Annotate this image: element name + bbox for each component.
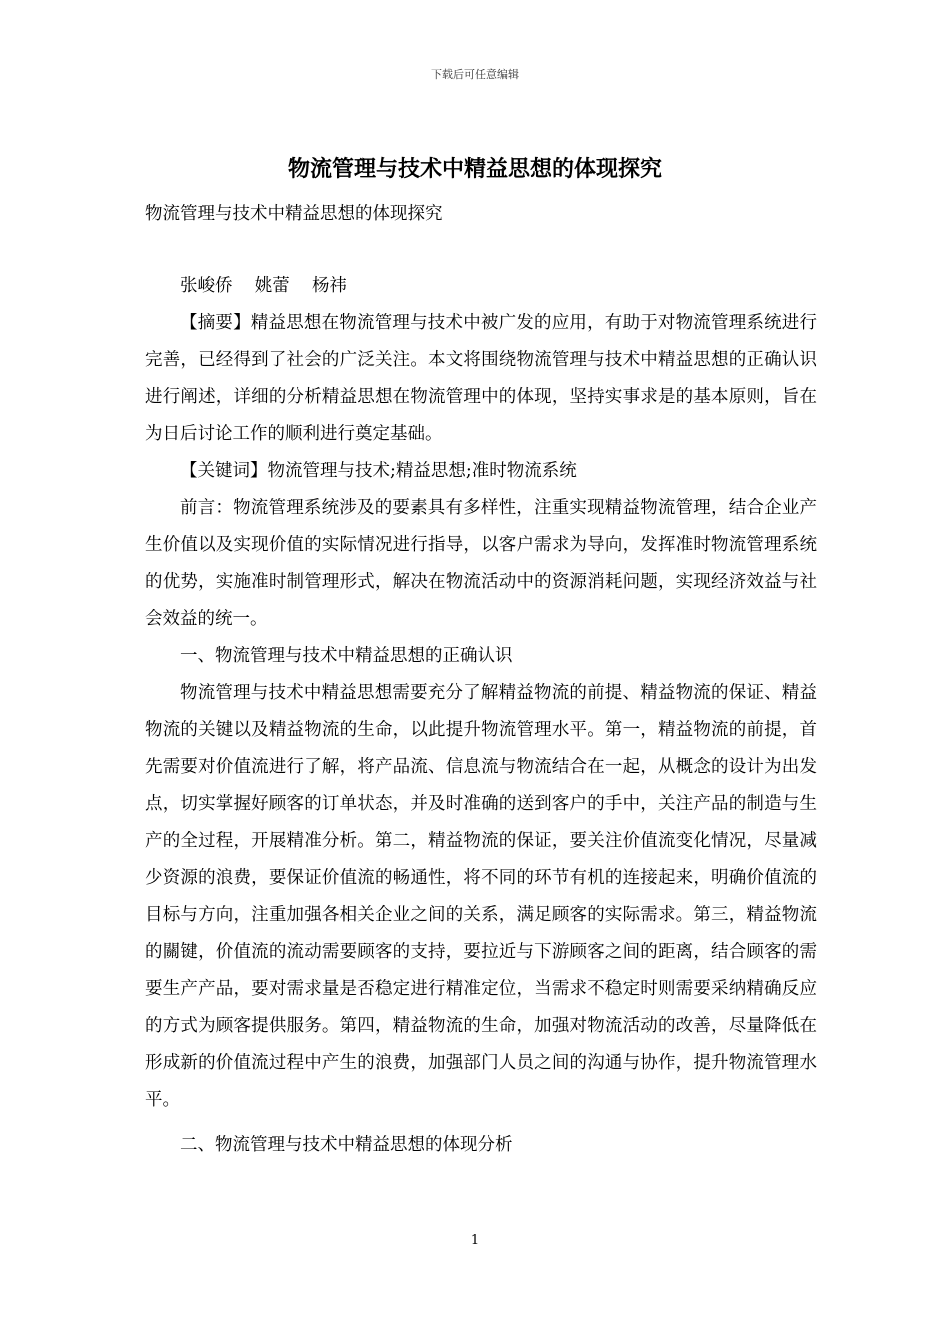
page-number: 1 xyxy=(470,1233,480,1248)
section-1-paragraph: 物流管理与技术中精益思想需要充分了解精益物流的前提、精益物流的保证、精益物流的关键以及精益物流的生命，以此提升物流管理水平。第一，精益物流的前提，首先需要对价值流进行了解，将产品流、信息流与物流结合在一起，从概念的设计为出发点，切实掌握好顾客的订单状态，并及时准确的送到客户的手中，关注产品的制造与生产的全过程，开展精准分析。第二，精益物流的保证，要关注价值流变化情况，尽量减少资源的浪费，要保证价值流的畅通性，将不同的环节有机的连接起来，明确价值流的目标与方向，注重加强各相关企业之间的关系，满足顾客的实际需求。第三，精益物流的關键，价值流的流动需要顾客的支持，要拉近与下游顾客之间的距离，结合顾客的需要生产产品，要对需求量是否稳定进行精准定位，当需求不稳定时则需要采纳精确反应的方式为顾客提供服务。第四，精益物流的生命，加强对物流活动的改善，尽量降低在形成新的价值流过程中产生的浪费，加强部门人员之间的沟通与协作，提升物流管理水平。 xyxy=(145,683,817,1110)
section-heading-1: 一、物流管理与技术中精益思想的正确认识 xyxy=(180,646,513,666)
section-heading-2: 二、物流管理与技术中精益思想的体现分析 xyxy=(180,1135,513,1155)
header-note: 下载后可任意编辑 xyxy=(431,68,519,81)
document-body xyxy=(145,305,817,1164)
authors-text: 张峻侨 姚蕾 杨祎 xyxy=(180,276,348,296)
keywords-paragraph: 【关键词】物流管理与技术;精益思想;准时物流系统 xyxy=(180,461,577,481)
author-list xyxy=(145,268,817,305)
document-subtitle: 物流管理与技术中精益思想的体现探究 xyxy=(145,204,443,224)
document-title: 物流管理与技术中精益思想的体现探究 xyxy=(287,156,662,182)
abstract-paragraph: 【摘要】精益思想在物流管理与技术中被广发的应用，有助于对物流管理系统进行完善，已经得到了社会的广泛关注。本文将围绕物流管理与技术中精益思想的正确认识进行阐述，详细的分析精益思想在物流管理中的体现，坚持实事求是的基本原则，旨在为日后讨论工作的顺利进行奠定基础。 xyxy=(145,313,817,444)
preface-paragraph: 前言：物流管理系统涉及的要素具有多样性，注重实现精益物流管理，结合企业产生价值以及实现价值的实际情况进行指导，以客户需求为导向，发挥准时物流管理系统的优势，实施准时制管理形式，解决在物流活动中的资源消耗问题，实现经济效益与社会效益的统一。 xyxy=(145,498,817,629)
